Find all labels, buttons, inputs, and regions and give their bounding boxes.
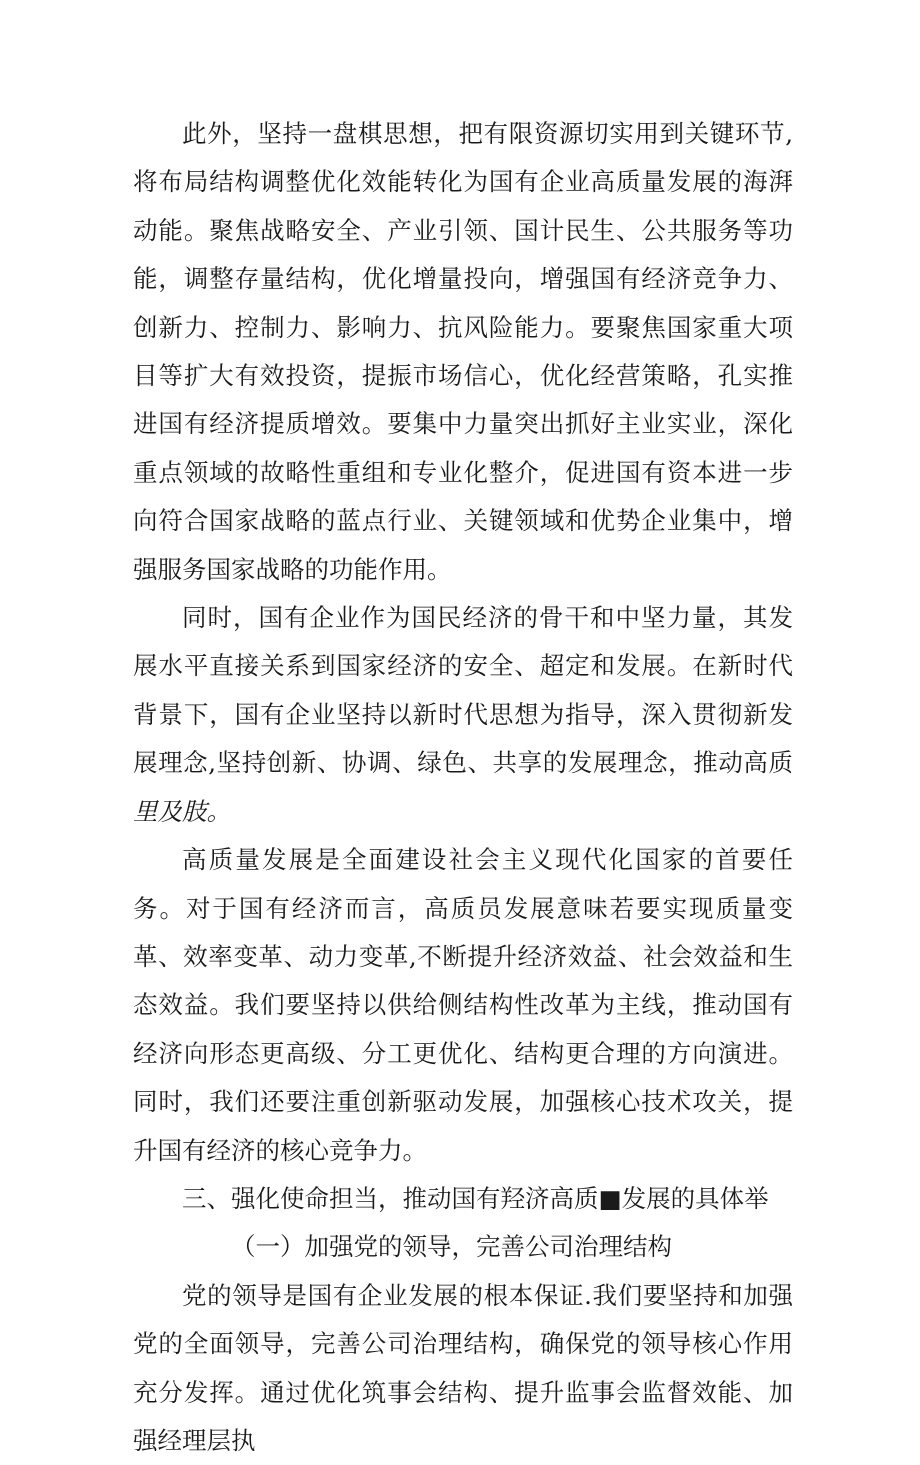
section-heading-three: 三、强化使命担当，推动国有羟济高质■发展的具体举 xyxy=(182,1183,769,1213)
paragraph-state-enterprises-role xyxy=(133,594,793,836)
document-body xyxy=(133,110,793,1465)
paragraph-party-leadership: 党的领导是国有企业发展的根本保证.我们要坚持和加强党的全面领导，完善公司治理结构，确保党的领导核心作用充分发挥。通过优化筑事会结构、提升监事会监督效能、加强经理层执 xyxy=(133,1280,793,1455)
subsection-heading-one: （一）加强党的领导，完善公司治理结构 xyxy=(231,1232,672,1262)
paragraph-high-quality-development: 高质量发展是全面建设社会主义现代化国家的首要任务。对于国有经济而言，高质员发展意味若要实现质量变革、效率变革、动力变革,不断提升经济效益、社会效益和生态效益。我们要坚持以供给侧结构性改革为主线，推动国有经济向形态更高级、分工更优化、结构更合理的方向演进。同时，我们还要注重创新驱动发展，加强核心技术攻关，提升国有经济的核心竞争力。 xyxy=(133,845,793,1165)
paragraph-layout-optimization: 此外，坚持一盘棋思想，把有限资源切实用到关键环节,将布局结构调整优化效能转化为国有企业高质量发展的海湃动能。聚焦战略安全、产业引领、国计民生、公共服务等功能，调整存量结构，优化增量投向，增强国有经济竞争力、创新力、控制力、影响力、抗风险能力。要聚焦国家重大项目等扩大有效投资，提振市场信心，优化经营策略，孔实推进国有经济提质增效。要集中力量突出抓好主业实业，深化重点领域的故略性重组和专业化整介，促进国有资本进一步向符合国家战略的蓝点行业、关键领域和优势企业集中，增强服务国家战略的功能作用。 xyxy=(133,119,793,584)
paragraph-state-enterprises-role-text: 同时，国有企业作为国民经济的骨干和中坚力量，其发展水平直接关系到国家经济的安全、超定和发展。在新时代背景下，国有企业坚持以新时代思想为指导，深入贯彻新发展理念,坚持创新、协调、绿色、共享的发展理念，推动高质 xyxy=(133,603,793,778)
paragraph-state-enterprises-role-tail: 里及肢。 xyxy=(133,796,231,826)
